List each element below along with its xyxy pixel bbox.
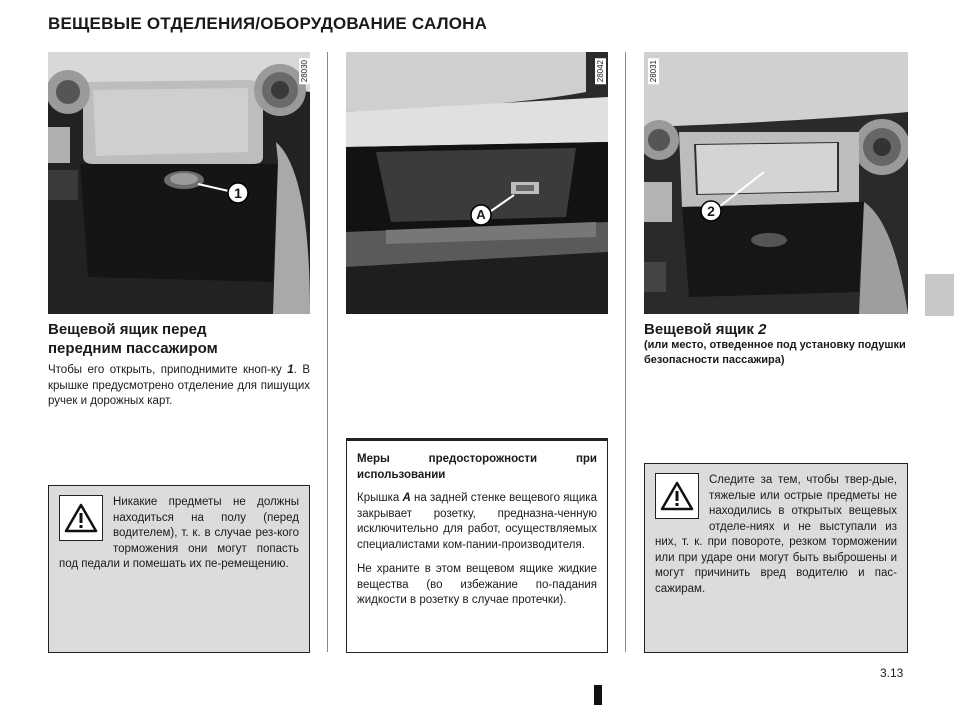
callout-label: 2 xyxy=(707,203,715,219)
figure-number: 28031 xyxy=(649,60,658,83)
column-divider xyxy=(327,52,328,652)
callout-label: 1 xyxy=(234,185,242,201)
section-heading-left: Вещевой ящик перед передним пассажиром xyxy=(48,321,218,357)
warning-icon xyxy=(59,495,103,541)
warning-box-right xyxy=(644,463,908,653)
callout-label: A xyxy=(476,207,486,222)
precautions-paragraph: Крышка A на задней стенке вещевого ящика закрывает розетку, предназна-ченную исключительно для работ, осуществляемых специалистами ком-пании-производителя. xyxy=(357,492,597,551)
precautions-paragraph: Не храните в этом вещевом ящике жидкие вещества (во избежание по-падания жидкости в розетку в случае протечки). xyxy=(357,563,597,606)
section-tab-marker xyxy=(925,274,954,316)
warning-text: Следите за тем, чтобы твер-дые, тяжелые или острые предметы не находились в открытых вещевых отделе-ниях и не выступали из них, т. к. при повороте, резком торможении или при ударе они могут быть выброшены и могут причинить вред водителю и пас-сажирам. xyxy=(655,474,897,595)
glovebox-photo-front-passenger xyxy=(48,52,310,314)
section-body-left: Чтобы его открыть, приподнимите кноп-ку 1. В крышке предусмотрено отделение для пишущих ручек и дорожных карт. xyxy=(48,364,311,407)
glovebox-photo-glovebox-2 xyxy=(644,52,908,314)
warning-icon xyxy=(655,473,699,519)
column-divider xyxy=(625,52,626,652)
precautions-title: Меры предосторожности при использовании xyxy=(357,453,597,481)
figure-number: 28042 xyxy=(596,60,605,83)
page-title: ВЕЩЕВЫЕ ОТДЕЛЕНИЯ/ОБОРУДОВАНИЕ САЛОНА xyxy=(48,14,488,33)
section-subtitle-right: (или место, отведенное под установку подушки безопасности пассажира) xyxy=(644,339,906,366)
precautions-box xyxy=(346,438,608,653)
page-number: 3.13 xyxy=(880,666,904,680)
figure-number: 28030 xyxy=(300,60,309,83)
print-mark xyxy=(594,685,602,705)
glovebox-photo-socket xyxy=(346,52,608,314)
warning-text: Никакие предметы не должны находиться на полу (перед водителем), т. к. в случае рез-кого торможения они могут попасть под педали и помешать их пе-ремещению. xyxy=(59,496,299,570)
warning-box-left xyxy=(48,485,310,653)
section-heading-right: Вещевой ящик 2 xyxy=(644,321,767,338)
